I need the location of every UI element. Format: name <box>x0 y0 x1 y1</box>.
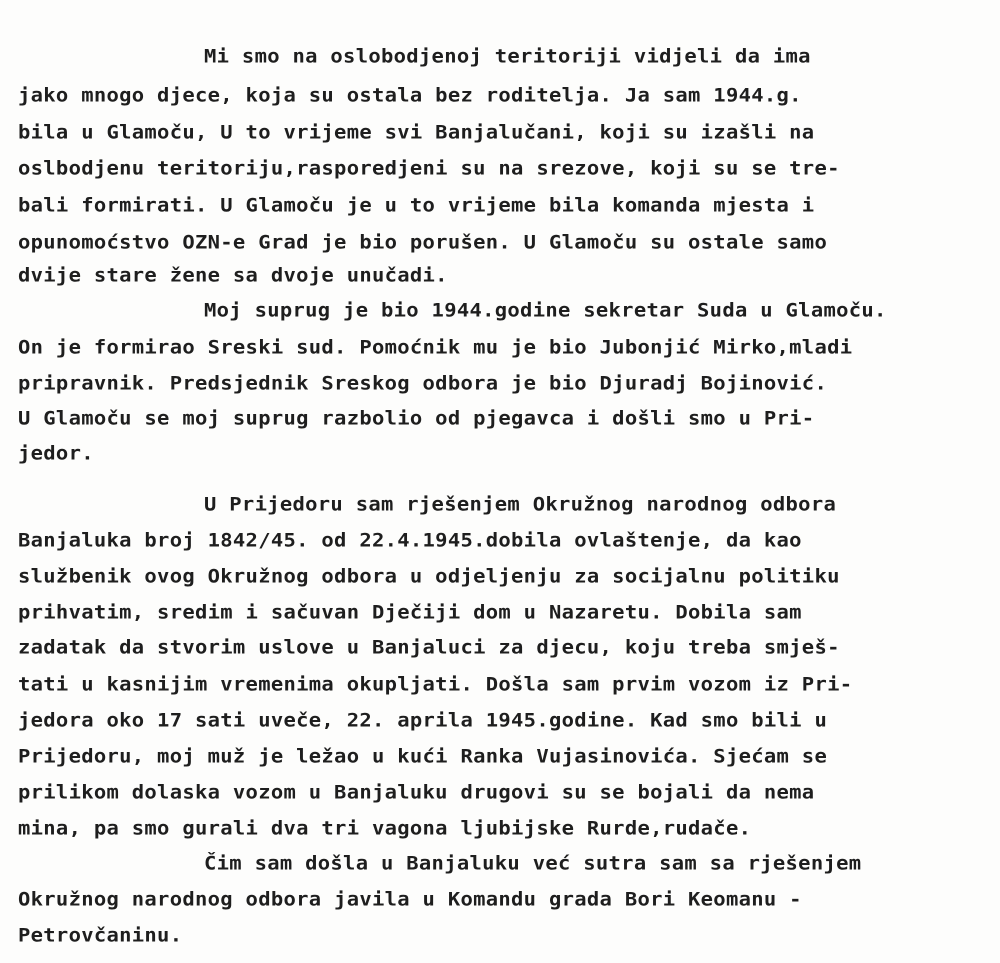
text-line: Prijedoru, moj muž je ležao u kući Ranka Vujasinovića. Sjećam se <box>18 745 828 768</box>
text-line: pripravnik. Predsjednik Sreskog odbora je bio Djuradj Bojinović. <box>18 372 828 395</box>
text-line: tati u kasnijim vremenima okupljati. Došla sam prvim vozom iz Pri- <box>18 673 853 696</box>
text-line: oslbodjenu teritoriju,rasporedjeni su na srezove, koji su se tre- <box>18 157 840 180</box>
text-line: Mi smo na oslobodjenoj teritoriji vidjeli da ima <box>204 45 811 68</box>
text-line: bali formirati. U Glamoču je u to vrijeme bila komanda mjesta i <box>18 194 815 217</box>
text-line: Okružnog narodnog odbora javila u Komandu grada Bori Keomanu - <box>18 888 802 911</box>
text-line: Moj suprug je bio 1944.godine sekretar Suda u Glamoču. <box>204 299 887 322</box>
text-line: prihvatim, sredim i sačuvan Dječiji dom u Nazaretu. Dobila sam <box>18 601 802 624</box>
text-line: jedora oko 17 sati uveče, 22. aprila 1945.godine. Kad smo bili u <box>18 709 828 732</box>
text-line: jedor. <box>18 442 94 465</box>
text-line: On je formirao Sreski sud. Pomoćnik mu je bio Jubonjić Mirko,mladi <box>18 336 853 359</box>
text-line: Čim sam došla u Banjaluku već sutra sam sa rješenjem <box>204 852 862 875</box>
text-line: službenik ovog Okružnog odbora u odjeljenju za socijalnu politiku <box>18 565 840 588</box>
text-line: mina, pa smo gurali dva tri vagona ljubijske Rurde,rudače. <box>18 817 752 840</box>
text-line: bila u Glamoču, U to vrijeme svi Banjalučani, koji su izašli na <box>18 121 815 144</box>
text-line: prilikom dolaska vozom u Banjaluku drugovi su se bojali da nema <box>18 781 815 804</box>
text-line: dvije stare žene sa dvoje unučadi. <box>18 264 448 287</box>
text-line: opunomoćstvo OZN-e Grad je bio porušen. U Glamoču su ostale samo <box>18 231 828 254</box>
text-line: Petrovčaninu. <box>18 924 183 947</box>
text-line: Banjaluka broj 1842/45. od 22.4.1945.dobila ovlaštenje, da kao <box>18 529 802 552</box>
text-line: U Prijedoru sam rješenjem Okružnog narodnog odbora <box>204 493 837 516</box>
text-line: jako mnogo djece, koja su ostala bez roditelja. Ja sam 1944.g. <box>18 84 802 107</box>
text-line: U Glamoču se moj suprug razbolio od pjegavca i došli smo u Pri- <box>18 407 815 430</box>
text-line: zadatak da stvorim uslove u Banjaluci za djecu, koju treba smješ- <box>18 636 840 659</box>
